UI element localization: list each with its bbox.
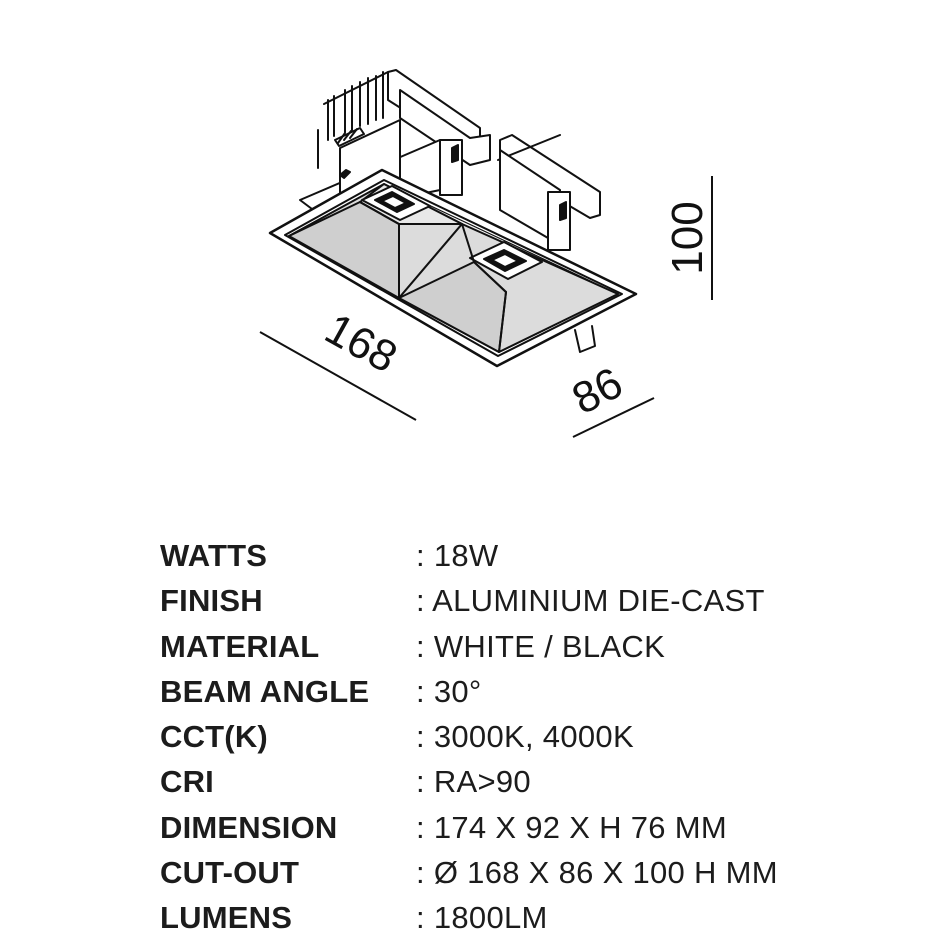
spec-value: : 3000K, 4000K [416, 719, 634, 755]
spec-row-finish [160, 581, 860, 626]
spring-clip [575, 326, 595, 352]
spec-label: BEAM ANGLE [160, 673, 370, 709]
spec-row-watts [160, 536, 860, 581]
spec-label: CCT(K) [160, 719, 268, 755]
spec-value: : WHITE / BLACK [416, 628, 666, 664]
spec-value: : Ø 168 X 86 X 100 H MM [416, 855, 778, 891]
spec-label: WATTS [160, 538, 268, 573]
spec-row-cri [160, 762, 860, 807]
spec-value: : RA>90 [416, 764, 531, 800]
spec-row-cut-out [160, 853, 860, 898]
spec-value: : ALUMINIUM DIE-CAST [416, 583, 765, 619]
spec-row-lumens [160, 898, 860, 943]
spec-value: : 30° [416, 673, 482, 709]
spec-label: LUMENS [160, 900, 293, 936]
spec-label: FINISH [160, 583, 263, 619]
spec-row-beam-angle [160, 672, 860, 717]
spec-label: CUT-OUT [160, 855, 300, 891]
spec-row-cct [160, 717, 860, 762]
spec-value: : 18W [416, 538, 499, 573]
spec-label: MATERIAL [160, 628, 320, 664]
spec-label: CRI [160, 764, 214, 800]
width-dimension-label: 86 [564, 358, 631, 425]
spec-value: : 174 X 92 X H 76 MM [416, 809, 727, 845]
product-drawing [0, 0, 938, 470]
height-dimension-label: 100 [663, 201, 712, 275]
spec-label: DIMENSION [160, 809, 338, 845]
spec-value: : 1800LM [416, 900, 548, 936]
length-dimension-label: 168 [317, 304, 406, 383]
spec-row-dimension [160, 808, 860, 853]
spec-row-material [160, 627, 860, 672]
spec-table [160, 536, 860, 944]
fixture-illustration [270, 70, 636, 366]
